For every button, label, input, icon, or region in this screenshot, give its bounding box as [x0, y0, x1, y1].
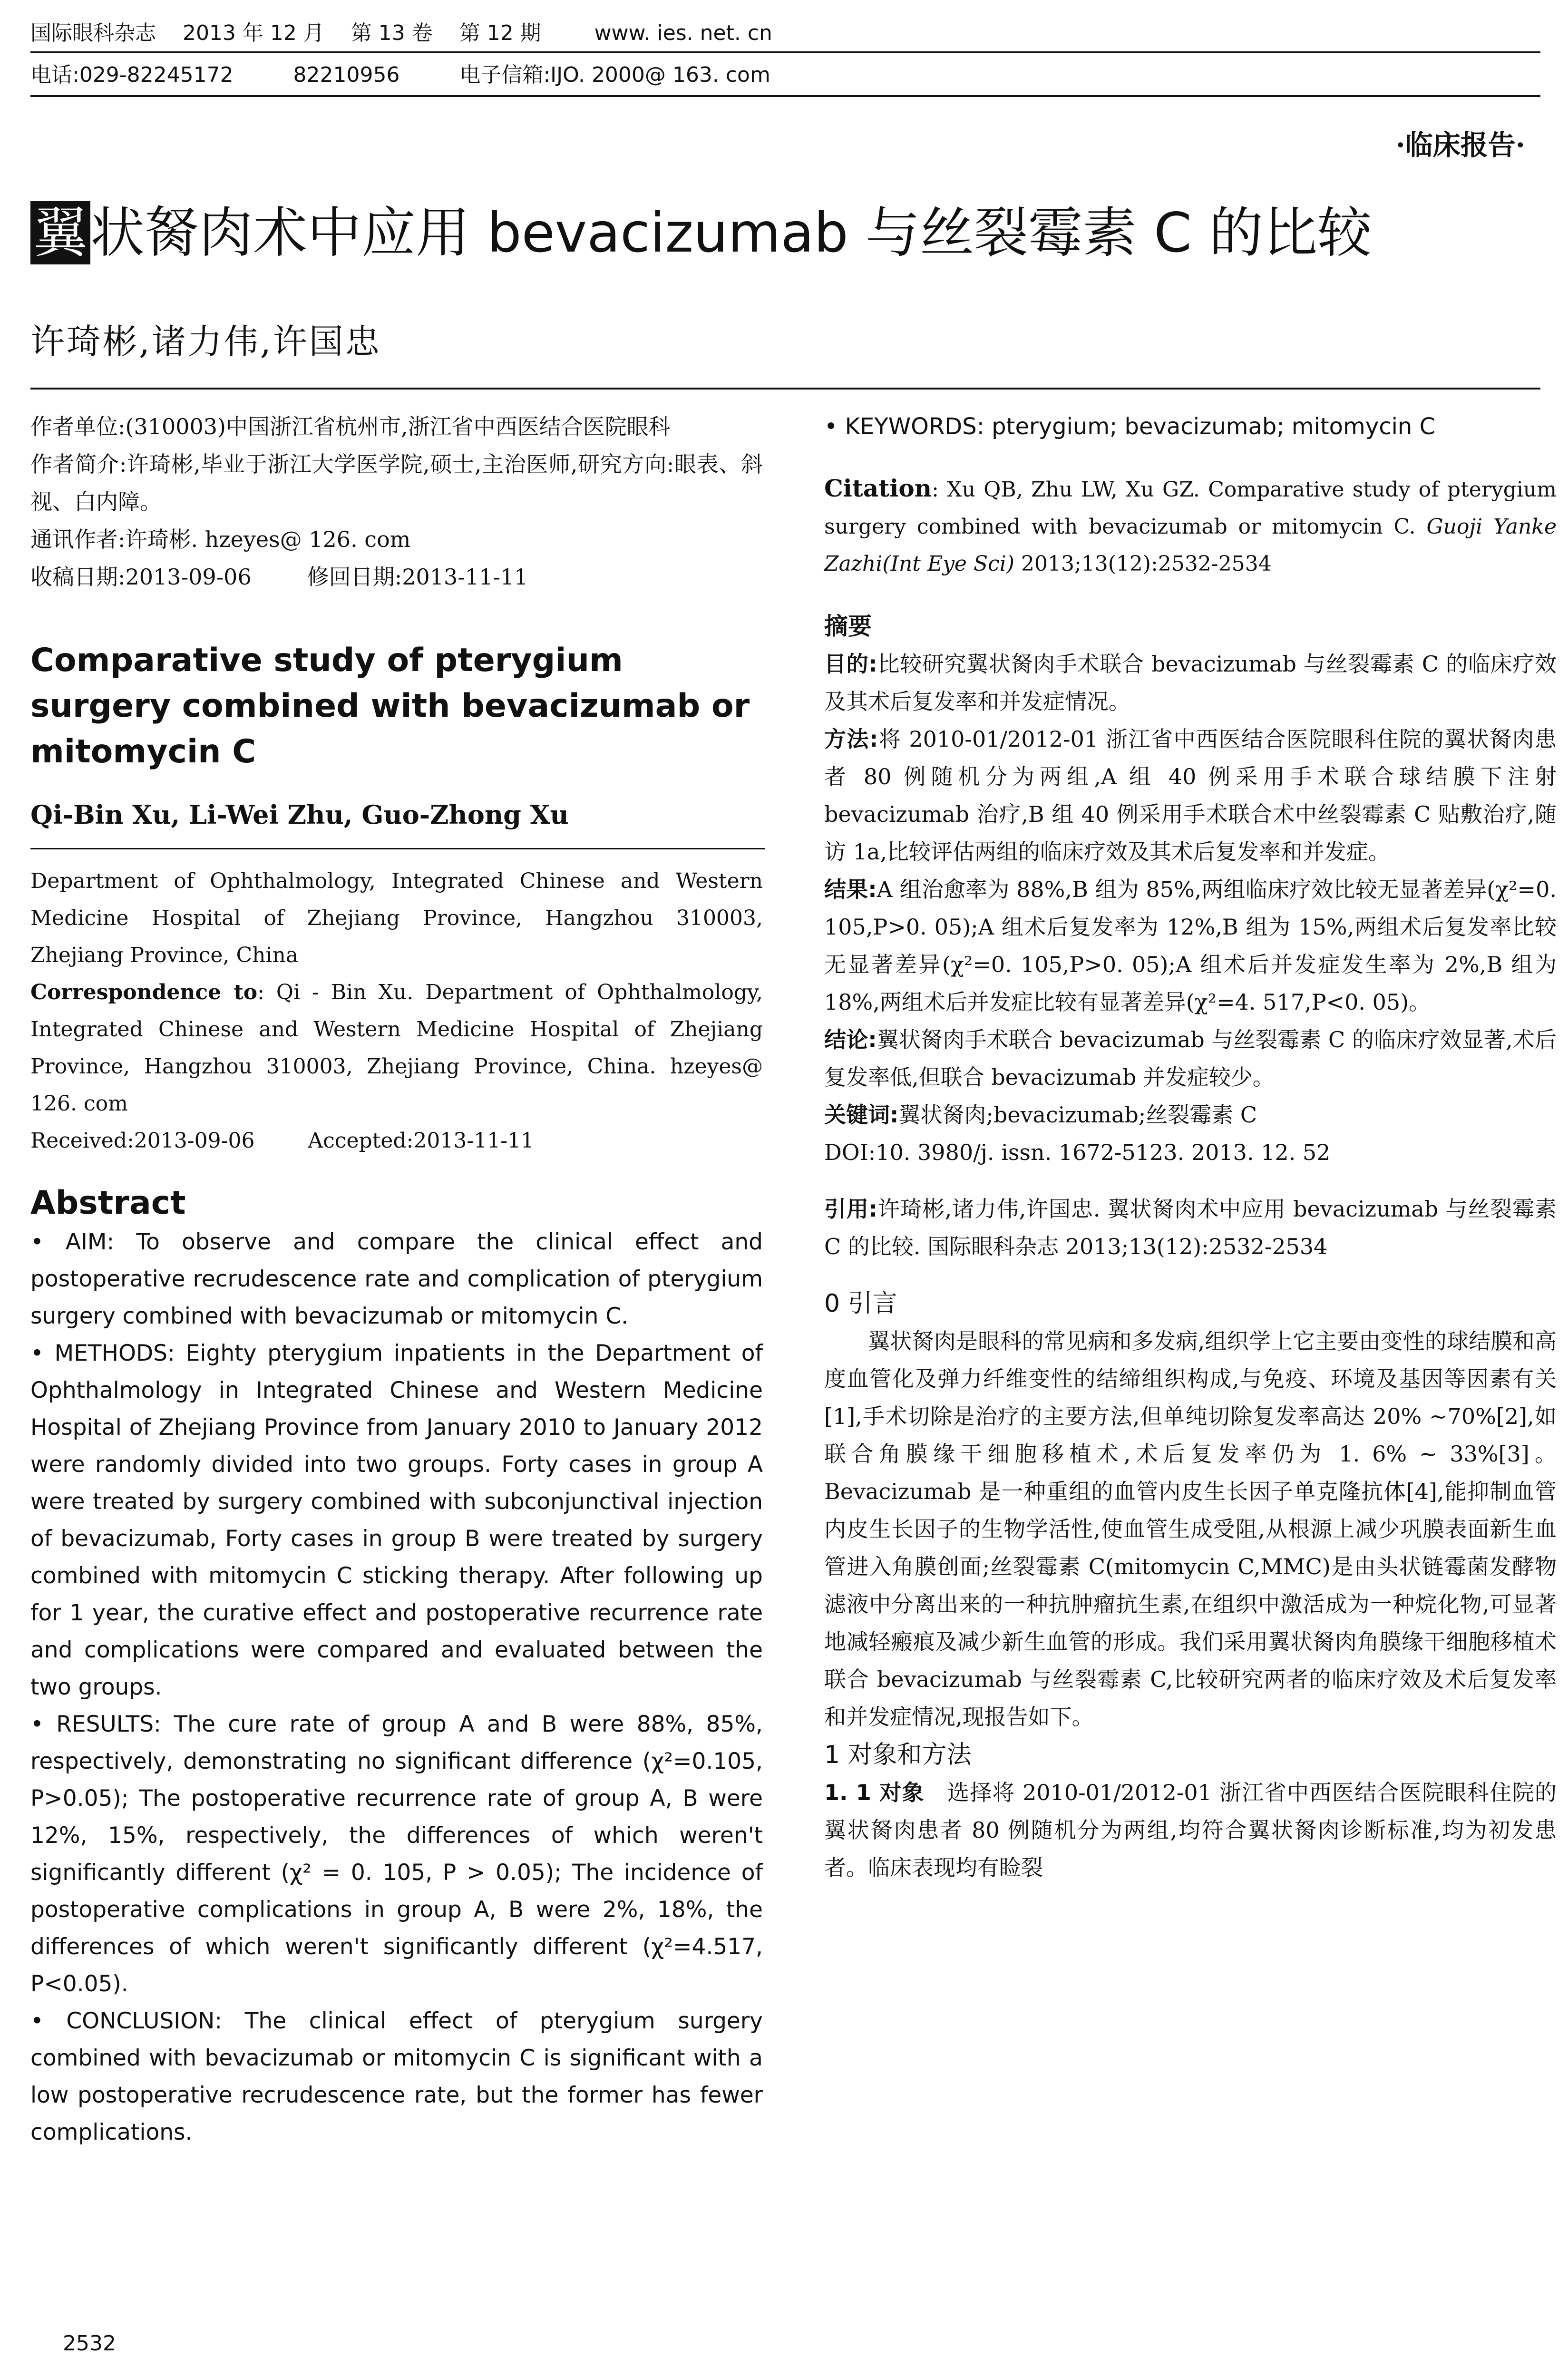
aim-zh: 目的:比较研究翼状胬肉手术联合 bevacizumab 与丝裂霉素 C 的临床疗效及其术后复发率和并发症情况。 — [824, 651, 1557, 714]
section-label: ·临床报告· — [1395, 129, 1525, 161]
abstract-methods: • METHODS: Eighty pterygium inpatients in the Department of Ophthalmology in Integrated Chinese and Western Medicine Hospital of Zhejiang Province from January 2010 to January 2012 were randomly divided into two groups. Forty cases in group A were treated by surgery combined with subconjunctival injection of bevacizumab, Forty cases in group B were treated by surgery combined with mitomycin C sticking therapy. After following up for 1 year, the curative effect and postoperative recurrence rate and complications were compared and evaluated between the two groups. — [30, 1340, 763, 1700]
journal-contact: 电话:029-82245172 82210956 电子信箱:IJO. 2000@ 163. com — [30, 63, 770, 87]
results-zh: 结果:A 组治愈率为 88%,B 组为 85%,两组临床疗效比较无显著差异(χ²=0. 105,P>0. 05);A 组术后复发率为 12%,B 组为 15%,两组术后复发率比较无显著差异(χ²=0. 105,P>0. 05);A 组术后并发症发生率为 2%,B 组为 18%,两组术后并发症比较有显著差异(χ²=4. 517,P<0. 05)。 — [824, 877, 1557, 1015]
abstract-results: • RESULTS: The cure rate of group A and B were 88%, 85%, respectively, demonstrating no significant difference (χ²=0.105, P>0.05); The postoperative recurrence rate of group A, B were 12%, 15%, respectively, the differences of which weren't significantly different (χ² = 0. 105, P > 0.05); The incidence of postoperative complications in group A, B were 2%, 18%, the differences of which weren't significantly different (χ²=4.517, P<0.05). — [30, 1711, 763, 1997]
intro-body: 翼状胬肉是眼科的常见病和多发病,组织学上它主要由变性的球结膜和高度血管化及弹力纤维变性的结缔组织构成,与免疫、环境及基因等因素有关[1],手术切除是治疗的主要方法,但单纯切除复发率高达 20% ~70%[2],如联合角膜缘干细胞移植术,术后复发率仍为 1. 6% ~ 33%[3]。Bevacizumab 是一种重组的血管内皮生长因子单克隆抗体[4],能抑制血管内皮生长因子的生物学活性,使血管生成受阻,从根源上减少巩膜表面新生血管进入角膜创面;丝裂霉素 C(mitomycin C,MMC)是由头状链霉菌发酵物滤液中分离出来的一种抗肿瘤抗生素,在组织中激活成为一种烷化物,可显著地减轻瘢痕及减少新生血管的形成。我们采用翼状胬肉角膜缘干细胞移植术联合 bevacizumab 与丝裂霉素 C,比较研究两者的临床疗效及术后复发率和并发症情况,现报告如下。 — [824, 1328, 1557, 1730]
intro-heading: 0 引言 — [824, 1289, 897, 1318]
cite-zh: 引用:许琦彬,诸力伟,许国忠. 翼状胬肉术中应用 bevacizumab 与丝裂霉素 C 的比较. 国际眼科杂志 2013;13(12):2532-2534 — [824, 1196, 1557, 1259]
header-rule-2 — [30, 95, 1540, 97]
journal-header: 国际眼科杂志 2013 年 12 月 第 13 卷 第 12 期 www. ies. net. cn — [30, 21, 772, 45]
author-bio-zh: 作者简介:许琦彬,毕业于浙江大学医学院,硕士,主治医师,研究方向:眼表、斜视、白内障。 — [30, 451, 763, 515]
keywords-en: • KEYWORDS: pterygium; bevacizumab; mitomycin C — [824, 413, 1436, 440]
abstract-zh-heading: 摘要 — [824, 613, 872, 640]
page-number: 2532 — [63, 2331, 116, 2356]
article-title — [30, 200, 1372, 266]
corresponding-author-zh: 通讯作者:许琦彬. hzeyes@ 126. com — [30, 526, 411, 552]
doi[interactable]: DOI:10. 3980/j. issn. 1672-5123. 2013. 12. 52 — [824, 1140, 1331, 1165]
correspondence-en: Correspondence to: Qi - Bin Xu. Department of Ophthalmology, Integrated Chinese and Western Medicine Hospital of Zhejiang Province, Hangzhou 310003, Zhejiang Province, China. hzeyes@ 126. com — [30, 980, 763, 1116]
abstract-heading: Abstract — [30, 1184, 186, 1222]
english-title: Comparative study of pterygium surgery combined with bevacizumab or mitomycin C — [30, 642, 750, 770]
right-column — [824, 408, 1557, 1887]
english-authors: Qi-Bin Xu, Li-Wei Zhu, Guo-Zhong Xu — [30, 799, 569, 830]
keywords-zh: 关键词:翼状胬肉;bevacizumab;丝裂霉素 C — [824, 1102, 1257, 1128]
conclusion-zh: 结论:翼状胬肉手术联合 bevacizumab 与丝裂霉素 C 的临床疗效显著,术后复发率低,但联合 bevacizumab 并发症较少。 — [824, 1027, 1557, 1090]
affiliation-zh: 作者单位:(310003)中国浙江省杭州市,浙江省中西医结合医院眼科 — [30, 414, 671, 439]
methods-heading: 1 对象和方法 — [824, 1741, 972, 1769]
author-rule — [30, 848, 765, 849]
methods-zh: 方法:将 2010-01/2012-01 浙江省中西医结合医院眼科住院的翼状胬肉患者 80 例随机分为两组,A 组 40 例采用手术联合球结膜下注射 bevacizumab 治疗,B 组 40 例采用手术联合术中丝裂霉素 C 贴敷治疗,随访 1a,比较评估两组的临床疗效及其术后复发率和并发症。 — [824, 726, 1557, 865]
abstract-conclusion: • CONCLUSION: The clinical effect of pterygium surgery combined with bevacizumab or mitomycin C is significant with a low postoperative recrudescence rate, but the former has fewer complications. — [30, 2008, 763, 2145]
authors-zh: 许琦彬,诸力伟,许国忠 — [30, 321, 381, 361]
header-rule — [30, 51, 1540, 53]
left-column — [30, 408, 763, 2151]
citation-en: Citation: Xu QB, Zhu LW, Xu GZ. Comparative study of pterygium surgery combined with bevacizumab or mitomycin C. Guoji Yanke Zazhi(Int Eye Sci) 2013;13(12):2532-2534 — [824, 474, 1557, 576]
title-rule — [30, 388, 1540, 390]
title-rest: 状胬肉术中应用 bevacizumab 与丝裂霉素 C 的比较 — [90, 201, 1372, 264]
abstract-aim: • AIM: To observe and compare the clinical effect and postoperative recrudescence rate and complication of pterygium surgery combined with bevacizumab or mitomycin C. — [30, 1229, 763, 1329]
subjects-paragraph: 1. 1 对象 选择将 2010-01/2012-01 浙江省中西医结合医院眼科住院的翼状胬肉患者 80 例随机分为两组,均符合翼状胬肉诊断标准,均为初发患者。临床表现均有睑裂 — [824, 1780, 1557, 1880]
affiliation-en: Department of Ophthalmology, Integrated Chinese and Western Medicine Hospital of Zhejiang Province, Hangzhou 310003, Zhejiang Province, China — [30, 869, 763, 967]
dates-en: Received:2013-09-06 Accepted:2013-11-11 — [30, 1129, 535, 1153]
title-first-char: 翼 — [30, 201, 90, 264]
dates-zh: 收稿日期:2013-09-06 修回日期:2013-11-11 — [30, 564, 528, 590]
